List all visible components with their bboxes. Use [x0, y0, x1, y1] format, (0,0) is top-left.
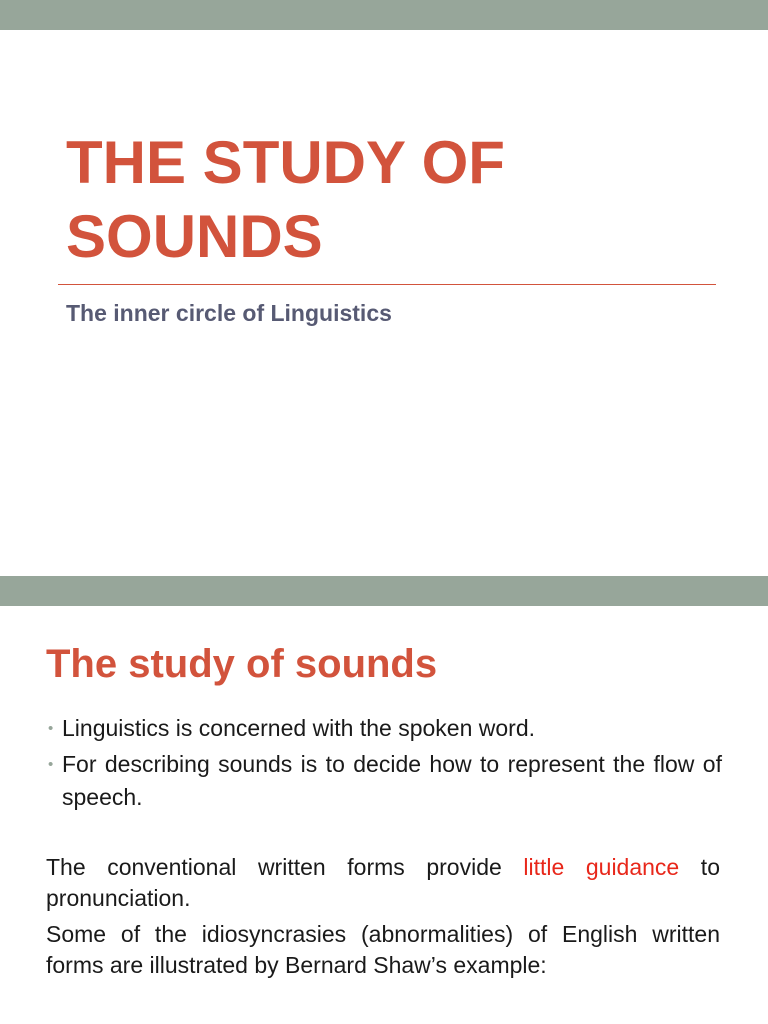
- paragraph-text: to pronunciation.: [46, 854, 720, 911]
- paragraph-guidance: [46, 852, 720, 914]
- bullet-text: Linguistics is concerned with the spoken word.: [62, 715, 536, 741]
- highlighted-text: little guidance: [523, 854, 680, 880]
- slide-separator: [0, 576, 768, 606]
- title-slide: [0, 30, 768, 576]
- slide-title: THE STUDY OF SOUNDS: [66, 129, 505, 270]
- title-divider: [58, 284, 716, 285]
- bullet-list: [46, 712, 722, 817]
- bullet-item: [46, 748, 722, 814]
- content-slide: [0, 606, 768, 1024]
- paragraph-shaw-example: Some of the idiosyncrasies (abnormalities) of English written forms are illustrated by Bernard Shaw’s example:: [46, 921, 720, 978]
- content-slide-title: The study of sounds: [46, 642, 438, 686]
- bullet-item: [46, 712, 722, 745]
- bullet-text: For describing sounds is to decide how to represent the flow of speech.: [62, 751, 722, 810]
- slide-separator-top: [0, 0, 768, 30]
- bullet-icon: •: [48, 720, 54, 737]
- bullet-icon: •: [48, 756, 54, 773]
- slide-subtitle: The inner circle of Linguistics: [66, 300, 392, 326]
- paragraph-text: The conventional written forms provide: [46, 854, 524, 880]
